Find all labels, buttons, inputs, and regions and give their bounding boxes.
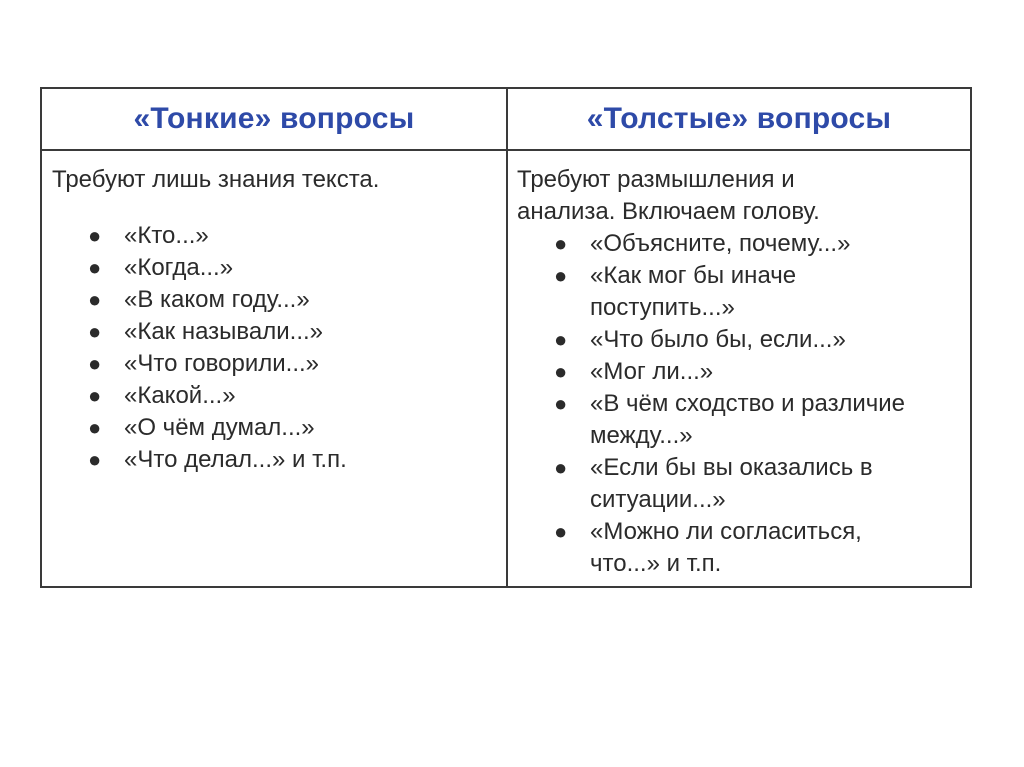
list-item-text: «Объясните, почему...» bbox=[590, 230, 851, 257]
bullet-icon: ● bbox=[554, 391, 568, 416]
bullet-icon: ● bbox=[88, 319, 102, 344]
list-item bbox=[52, 380, 506, 412]
list-item bbox=[52, 412, 506, 444]
list-item-text: «Если бы вы оказались в bbox=[590, 454, 873, 481]
list-item-text: «Что делал...» и т.п. bbox=[124, 446, 347, 473]
list-item bbox=[517, 388, 970, 452]
thick-questions-intro bbox=[517, 164, 970, 228]
list-item-text: «О чём думал...» bbox=[124, 414, 315, 441]
list-item-text: «Кто...» bbox=[124, 222, 209, 249]
list-item bbox=[52, 284, 506, 316]
list-item bbox=[52, 348, 506, 380]
list-item-text: «Когда...» bbox=[124, 254, 234, 281]
bullet-icon: ● bbox=[554, 519, 568, 544]
list-item-text: «В чём сходство и различие bbox=[590, 390, 905, 417]
list-item bbox=[52, 252, 506, 284]
list-item bbox=[52, 220, 506, 252]
list-item bbox=[52, 316, 506, 348]
bullet-icon: ● bbox=[88, 415, 102, 440]
bullet-icon: ● bbox=[88, 447, 102, 472]
thin-questions-intro: Требуют лишь знания текста. bbox=[52, 166, 380, 193]
bullet-icon: ● bbox=[554, 455, 568, 480]
list-item-text: «Можно ли согласиться, bbox=[590, 518, 862, 545]
list-item bbox=[517, 324, 970, 356]
list-item-text: что...» и т.п. bbox=[590, 550, 722, 577]
list-item-text: поступить...» bbox=[590, 294, 735, 321]
intro-line: анализа. Включаем голову. bbox=[517, 198, 820, 225]
bullet-icon: ● bbox=[88, 351, 102, 376]
list-item-text: ситуации...» bbox=[590, 486, 726, 513]
bullet-icon: ● bbox=[554, 231, 568, 256]
thin-questions-list bbox=[52, 220, 506, 476]
bullet-icon: ● bbox=[88, 287, 102, 312]
list-item-text: «В каком году...» bbox=[124, 286, 310, 313]
list-item bbox=[517, 452, 970, 516]
list-item bbox=[517, 356, 970, 388]
thick-questions-list bbox=[517, 228, 970, 580]
comparison-table bbox=[40, 87, 972, 588]
list-item-text: между...» bbox=[590, 422, 693, 449]
bullet-icon: ● bbox=[554, 359, 568, 384]
list-item-text: «Как называли...» bbox=[124, 318, 324, 345]
list-item-text: «Мог ли...» bbox=[590, 358, 714, 385]
list-item bbox=[517, 516, 970, 580]
thin-questions-cell bbox=[42, 151, 508, 586]
list-item bbox=[52, 444, 506, 476]
header-thin-questions: «Тонкие» вопросы bbox=[42, 89, 508, 151]
bullet-icon: ● bbox=[88, 255, 102, 280]
bullet-icon: ● bbox=[554, 263, 568, 288]
bullet-icon: ● bbox=[88, 383, 102, 408]
list-item-text: «Как мог бы иначе bbox=[590, 262, 797, 289]
list-item-text: «Что было бы, если...» bbox=[590, 326, 846, 353]
bullet-icon: ● bbox=[88, 223, 102, 248]
list-item bbox=[517, 260, 970, 324]
thick-questions-cell bbox=[508, 151, 970, 586]
list-item-text: «Что говорили...» bbox=[124, 350, 319, 377]
list-item bbox=[517, 228, 970, 260]
intro-line: Требуют размышления и bbox=[517, 166, 795, 193]
header-thick-questions: «Толстые» вопросы bbox=[508, 89, 970, 151]
list-item-text: «Какой...» bbox=[124, 382, 236, 409]
bullet-icon: ● bbox=[554, 327, 568, 352]
